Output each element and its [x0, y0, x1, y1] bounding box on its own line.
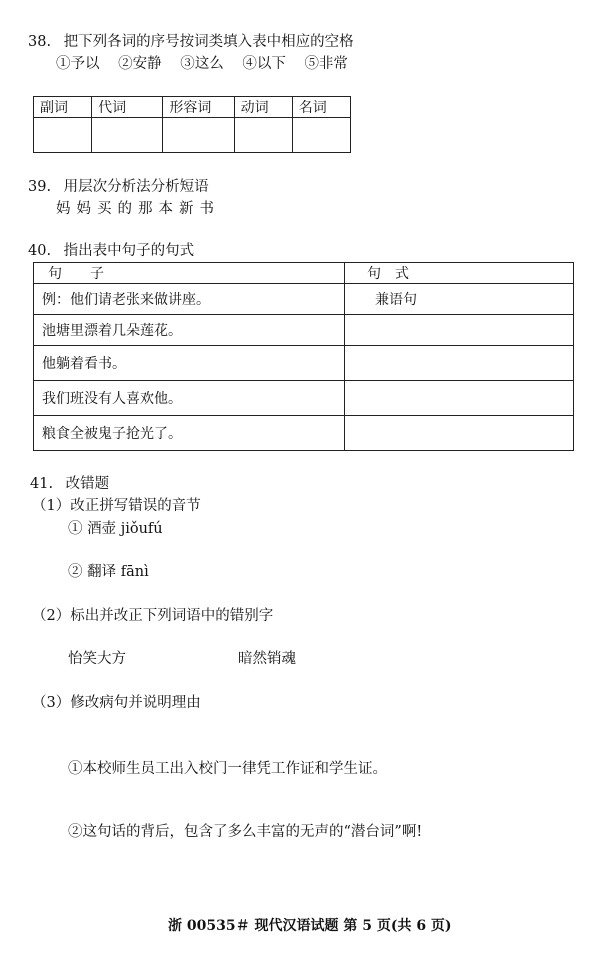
header-type: 句 式 [345, 263, 574, 284]
word-class-table [33, 96, 351, 153]
q39-heading [28, 178, 209, 196]
type-cell: 兼语句 [345, 284, 574, 315]
q41-number: 41. [30, 476, 54, 492]
sentence-cell: 例：他们请老张来做讲座。 [34, 284, 345, 315]
q39-number: 39. [28, 179, 52, 195]
q41-part3-label: （3）修改病句并说明理由 [32, 695, 201, 711]
q41-heading [30, 475, 109, 493]
page-footer: 浙 00535＃ 现代汉语试题 第 5 页(共 6 页) [168, 918, 452, 934]
answer-cell[interactable] [234, 118, 292, 153]
type-answer-cell[interactable] [345, 315, 574, 346]
q38-option: ④以下 [242, 56, 286, 72]
q41-part1-label: （1）改正拼写错误的音节 [32, 498, 201, 514]
q41-part2-item: 暗然销魂 [238, 651, 296, 667]
q38-option: ②安静 [118, 56, 162, 72]
sentence-cell: 池塘里漂着几朵莲花。 [34, 315, 345, 346]
table-header-cell: 副词 [34, 97, 92, 118]
table-header-cell: 形容词 [163, 97, 234, 118]
q41-part3-item: ②这句话的背后，包含了多么丰富的无声的“潜台词”啊! [68, 824, 423, 840]
q39-phrase: 妈妈买的那本新书 [56, 201, 220, 217]
q38-option: ③这么 [180, 56, 224, 72]
table-header-cell: 代词 [92, 97, 163, 118]
q38-prompt: 把下列各词的序号按词类填入表中相应的空格 [63, 34, 354, 50]
q41-part2-label: （2）标出并改正下列词语中的错别字 [32, 608, 274, 624]
answer-cell[interactable] [92, 118, 163, 153]
q38-heading [28, 33, 354, 51]
q40-prompt: 指出表中句子的句式 [63, 243, 195, 259]
header-sentence: 句 子 [34, 263, 345, 284]
answer-cell[interactable] [163, 118, 234, 153]
type-answer-cell[interactable] [345, 416, 574, 451]
q38-option: ⑤非常 [304, 56, 348, 72]
q41-part1-item: ② 翻译 fānì [68, 564, 149, 580]
q41-part2-item: 怡笑大方 [68, 651, 126, 667]
q41-part1-item: ① 酒壶 jiǒufú [68, 521, 163, 537]
q41-part3-item: ①本校师生员工出入校门一律凭工作证和学生证。 [68, 761, 387, 777]
answer-cell[interactable] [34, 118, 92, 153]
q40-number: 40. [28, 243, 52, 259]
q40-heading [28, 242, 194, 260]
q38-number: 38. [28, 34, 52, 50]
q41-title: 改错题 [65, 476, 110, 492]
sentence-cell: 我们班没有人喜欢他。 [34, 381, 345, 416]
type-answer-cell[interactable] [345, 381, 574, 416]
table-header-cell: 动词 [234, 97, 292, 118]
sentence-pattern-table [33, 262, 574, 451]
sentence-cell: 他躺着看书。 [34, 346, 345, 381]
answer-cell[interactable] [292, 118, 350, 153]
sentence-cell: 粮食全被鬼子抢光了。 [34, 416, 345, 451]
table-header-cell: 名词 [292, 97, 350, 118]
q38-option: ①予以 [56, 56, 100, 72]
type-answer-cell[interactable] [345, 346, 574, 381]
q38-options [56, 55, 348, 73]
q39-prompt: 用层次分析法分析短语 [63, 179, 209, 195]
